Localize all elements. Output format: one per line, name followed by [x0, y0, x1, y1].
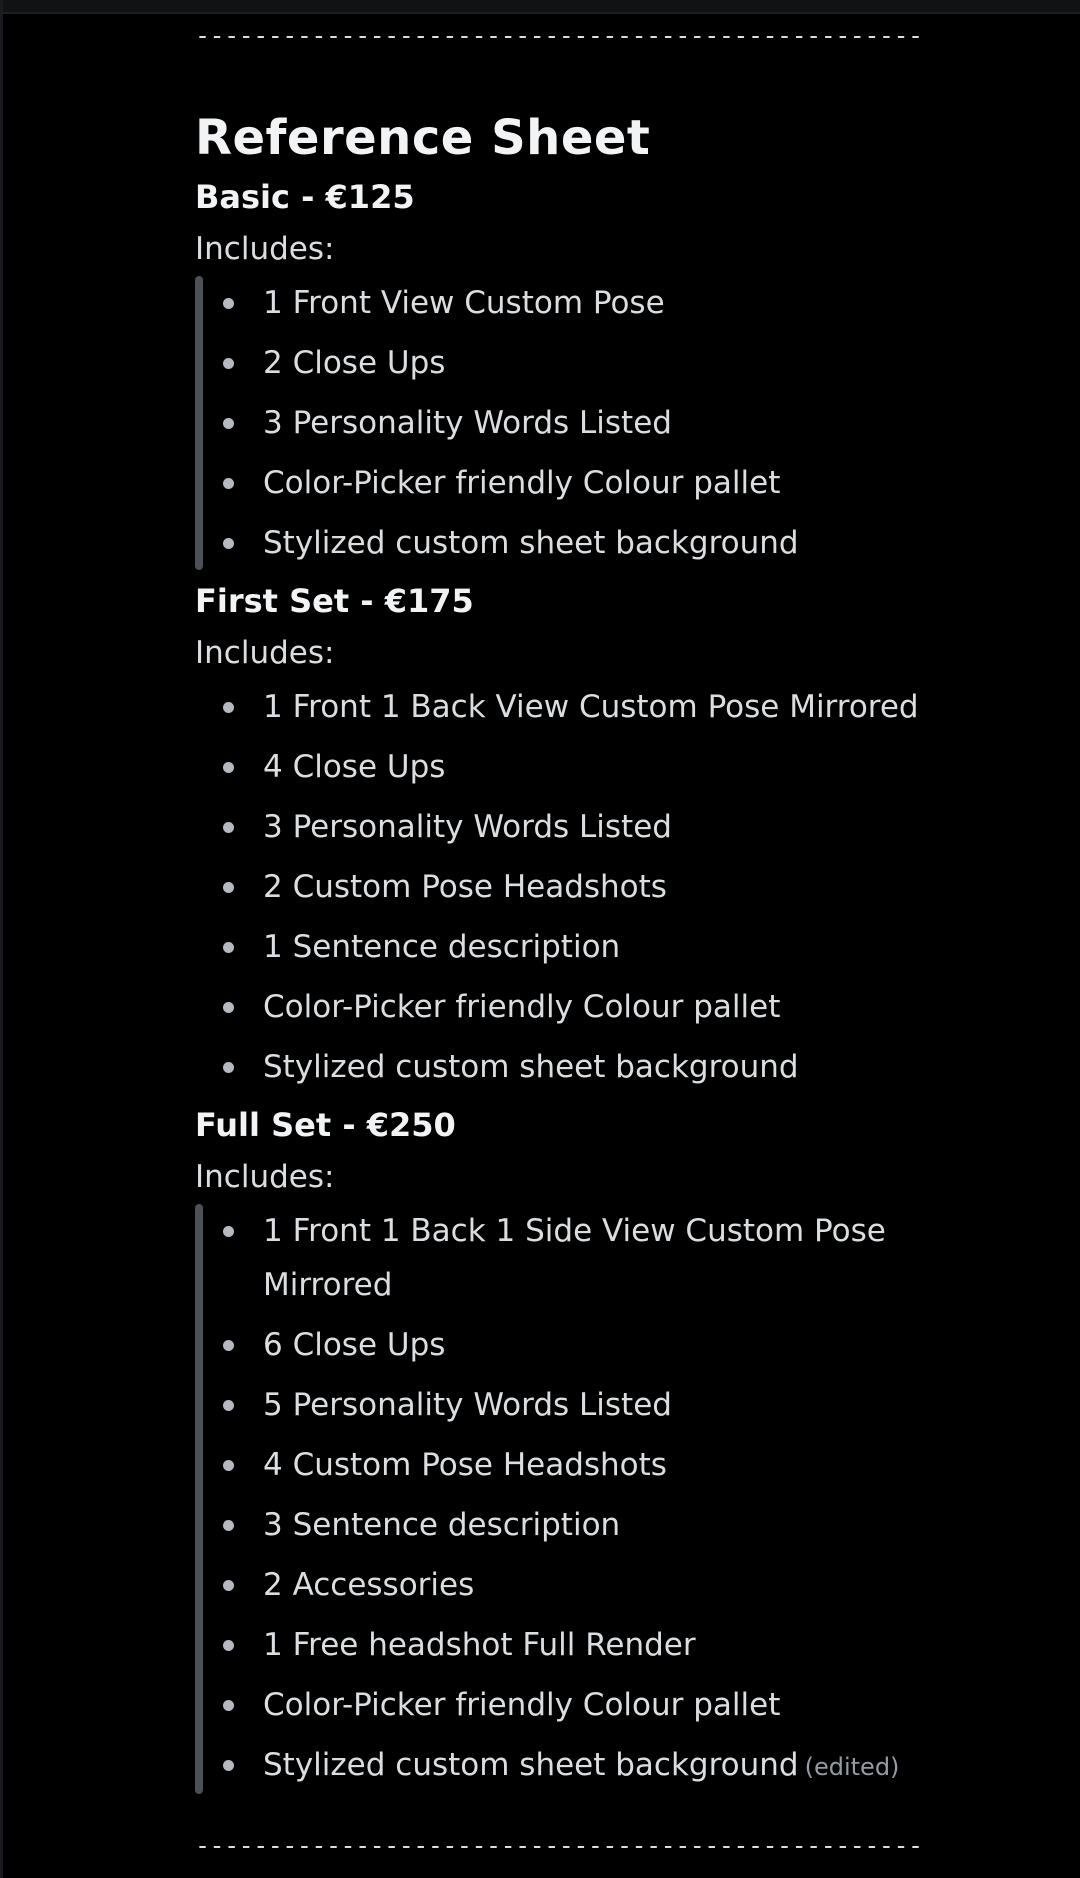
tier-full-set-block-quote [195, 1204, 1045, 1794]
list-item: 3 Personality Words Listed [263, 396, 1045, 450]
bullet-icon [223, 822, 234, 833]
list-item: 1 Front View Custom Pose [263, 276, 1045, 330]
bullet-icon [223, 1340, 234, 1351]
reference-sheet-heading: Reference Sheet [195, 110, 651, 166]
top-edge [0, 0, 1080, 14]
bullet-icon [223, 1760, 234, 1771]
tier-first-set-includes-label: Includes: [195, 635, 335, 671]
tier-full-set-includes-label: Includes: [195, 1159, 335, 1195]
bullet-icon [223, 1520, 234, 1531]
divider-top: -------------------------------------------------- [195, 21, 923, 50]
tier-full-set-title: Full Set - €250 [195, 1106, 456, 1144]
bullet-icon [223, 1640, 234, 1651]
tier-first-set-item-list [195, 680, 1045, 1094]
list-item: 4 Close Ups [263, 740, 1045, 794]
list-item: Color-Picker friendly Colour pallet [263, 1678, 1045, 1732]
bullet-icon [223, 762, 234, 773]
message-content [195, 14, 1045, 1800]
tier-first-set-list-container [195, 680, 1045, 1094]
list-item: 4 Custom Pose Headshots [263, 1438, 1045, 1492]
list-item: Color-Picker friendly Colour pallet [263, 456, 1045, 510]
bullet-icon [223, 942, 234, 953]
list-item: 1 Free headshot Full Render [263, 1618, 1045, 1672]
list-item: 2 Custom Pose Headshots [263, 860, 1045, 914]
tier-basic-title: Basic - €125 [195, 178, 415, 216]
bullet-icon [223, 1062, 234, 1073]
divider-bottom: -------------------------------------------------- [195, 1831, 923, 1860]
list-item: 1 Front 1 Back View Custom Pose Mirrored [263, 680, 1045, 734]
list-item: Stylized custom sheet background [263, 1040, 1045, 1094]
bullet-icon [223, 1460, 234, 1471]
bullet-icon [223, 1400, 234, 1411]
bullet-icon [223, 1002, 234, 1013]
bullet-icon [223, 478, 234, 489]
list-item: 5 Personality Words Listed [263, 1378, 1045, 1432]
bullet-icon [223, 882, 234, 893]
list-item: 3 Personality Words Listed [263, 800, 1045, 854]
list-item: Stylized custom sheet background (edited) [263, 1738, 1045, 1794]
bullet-icon [223, 298, 234, 309]
list-item: 6 Close Ups [263, 1318, 1045, 1372]
list-item: 2 Accessories [263, 1558, 1045, 1612]
list-item: 1 Front 1 Back 1 Side View Custom Pose Mirrored [263, 1204, 953, 1312]
bullet-icon [223, 1700, 234, 1711]
tier-first-set-title: First Set - €175 [195, 582, 474, 620]
bullet-icon [223, 702, 234, 713]
bullet-icon [223, 418, 234, 429]
tier-basic-includes-label: Includes: [195, 231, 335, 267]
edited-indicator: (edited) [804, 1753, 900, 1781]
bullet-icon [223, 1580, 234, 1591]
list-item: 1 Sentence description [263, 920, 1045, 974]
left-edge [0, 0, 3, 1878]
tier-basic-block-quote [195, 276, 1045, 570]
list-item: 3 Sentence description [263, 1498, 1045, 1552]
bullet-icon [223, 1226, 234, 1237]
tier-full-set-item-list [195, 1204, 1045, 1794]
block-quote-bar [195, 1204, 203, 1794]
list-item: 2 Close Ups [263, 336, 1045, 390]
list-item: Stylized custom sheet background [263, 516, 1045, 570]
tier-basic-item-list [195, 276, 1045, 570]
bullet-icon [223, 358, 234, 369]
bullet-icon [223, 538, 234, 549]
list-item: Color-Picker friendly Colour pallet [263, 980, 1045, 1034]
block-quote-bar [195, 276, 203, 570]
